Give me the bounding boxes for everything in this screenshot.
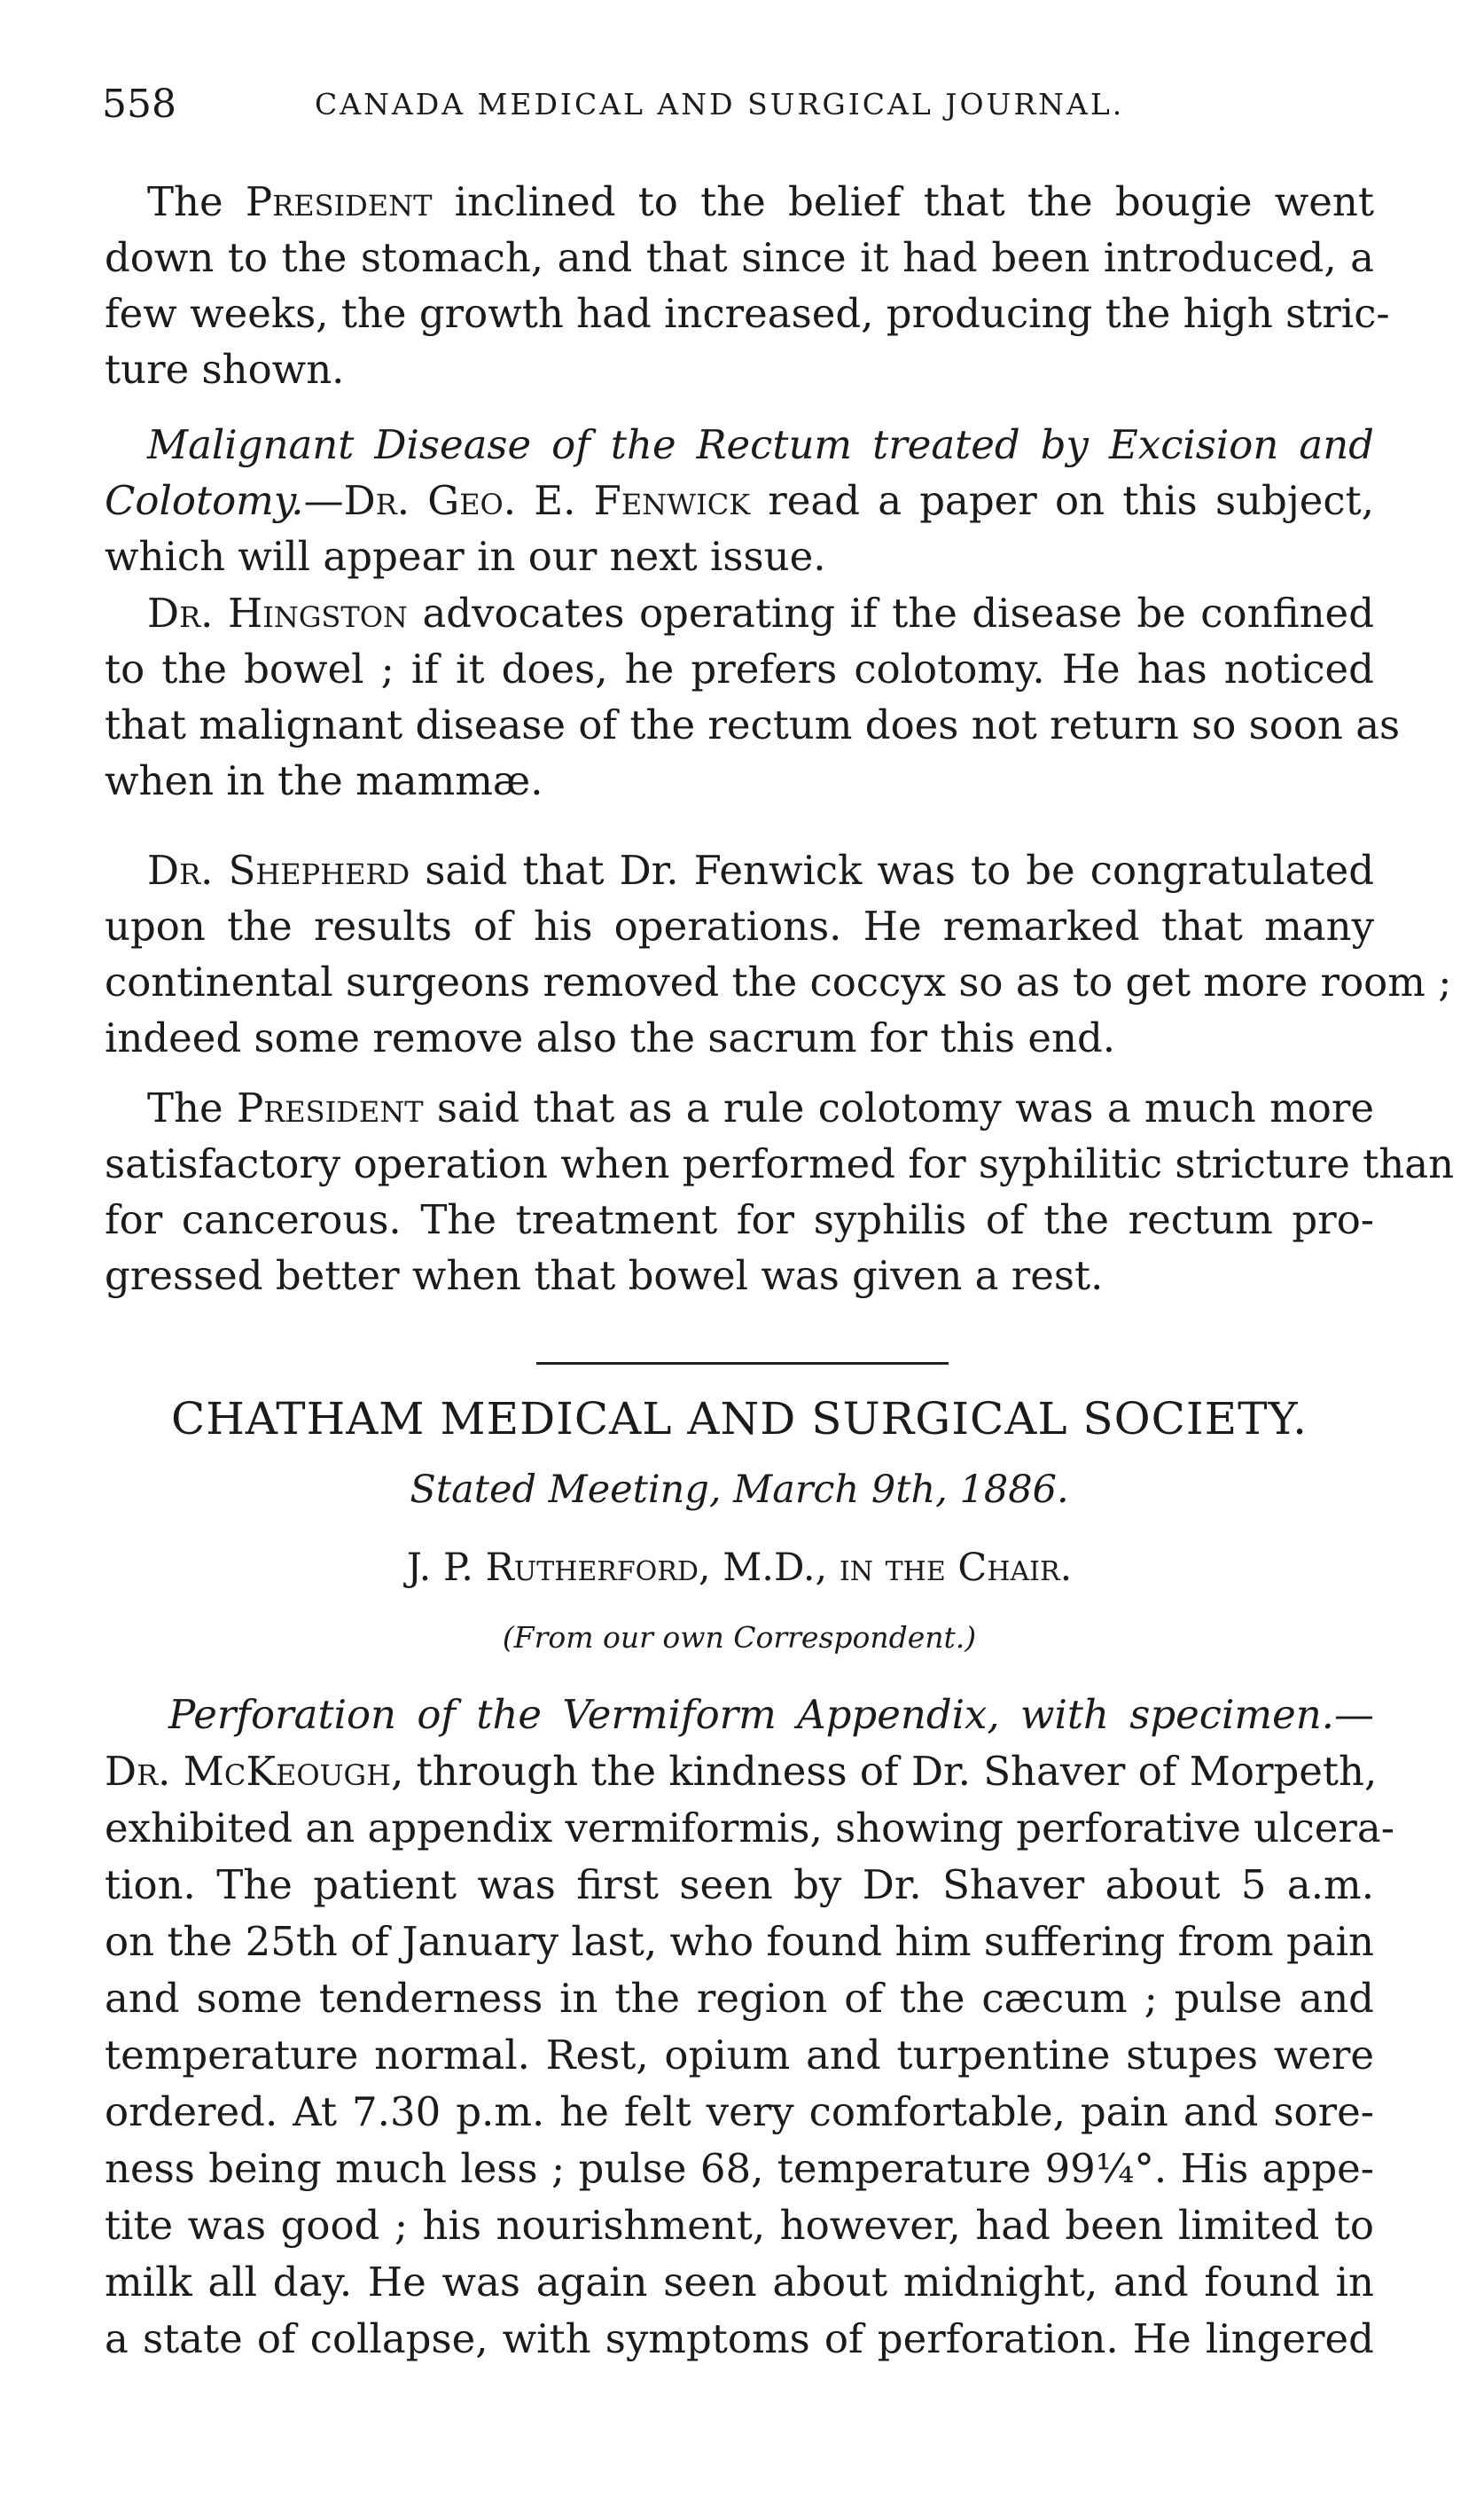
chair-text: in the Chair. (839, 1546, 1073, 1590)
article-word: The (147, 1084, 223, 1131)
text-line: ture shown. (105, 346, 345, 393)
text-line: upon the results of his operations. He remarked that many (105, 903, 1374, 950)
text-line: tite was good ; his nourishment, however, had been limited to (105, 2202, 1374, 2249)
text-line: on the 25th of January last, who found him suffering from pain (105, 1918, 1374, 1965)
dash: — (1334, 1691, 1374, 1738)
text-line (105, 1080, 1374, 1137)
case-title: Perforation of the Vermiform Appendix, with specimen. (168, 1691, 1334, 1738)
text-line (105, 1743, 1378, 1800)
text-line: temperature normal. Rest, opium and turpentine stupes were (105, 2032, 1374, 2079)
text-fragment: said that as a rule colotomy was a much more (436, 1084, 1374, 1131)
correspondent-note: (From our own Correspondent.) (502, 1620, 977, 1655)
text-line: and some tenderness in the region of the cæcum ; pulse and (105, 1975, 1374, 2022)
text-line: down to the stomach, and that since it had been introduced, a (105, 234, 1374, 281)
text-line: continental surgeons removed the coccyx so as to get more room ; (105, 959, 1452, 1006)
text-line: few weeks, the growth had increased, producing the high stric- (105, 290, 1390, 337)
text-line (105, 585, 1374, 642)
page-number: 558 (102, 82, 176, 127)
text-line (105, 473, 1374, 529)
text-line: ordered. At 7.30 p.m. he felt very comfortable, pain and sore- (105, 2088, 1374, 2135)
text-line: when in the mammæ. (105, 757, 543, 804)
text-line: tion. The patient was first seen by Dr. Shaver about 5 a.m. (105, 1861, 1374, 1908)
speaker-name: President (236, 1084, 424, 1131)
section-title-fragment: Colotomy. (105, 477, 304, 524)
society-heading: CHATHAM MEDICAL AND SURGICAL SOCIETY. (171, 1393, 1308, 1444)
journal-title: CANADA MEDICAL AND SURGICAL JOURNAL. (315, 87, 1125, 121)
text-fragment: read a paper on this subject, (768, 477, 1374, 524)
text-line: gressed better when that bowel was given a rest. (105, 1252, 1104, 1299)
section-divider (536, 1362, 949, 1365)
case-title-line (105, 1687, 1374, 1743)
text-line: that malignant disease of the rectum does not return so soon as (105, 701, 1401, 748)
text-line (105, 842, 1374, 899)
speaker-name: President (245, 178, 433, 225)
running-head (102, 78, 1379, 131)
article-word: The (147, 178, 223, 225)
text-line: milk all day. He was again seen about midnight, and found in (105, 2259, 1374, 2306)
text-line: for cancerous. The treatment for syphilis of the rectum pro- (105, 1196, 1374, 1243)
text-line: indeed some remove also the sacrum for this end. (105, 1014, 1116, 1061)
text-fragment: , through the kindness of Dr. Shaver of Morpeth, (391, 1748, 1378, 1795)
text-line: exhibited an appendix vermiformis, showing perforative ulcera- (105, 1805, 1394, 1851)
chair-name: J. P. Rutherford, M.D., (406, 1546, 828, 1590)
speaker-name: Dr. Geo. E. Fenwick (343, 477, 751, 524)
speaker-name: Dr. Shepherd (147, 847, 410, 894)
text-fragment: advocates operating if the disease be confined (422, 590, 1374, 637)
chair-line (105, 1541, 1374, 1594)
section-title-line: Malignant Disease of the Rectum treated by Excision and (147, 421, 1374, 468)
text-line (105, 174, 1374, 231)
text-fragment: said that Dr. Fenwick was to be congratulated (425, 847, 1375, 894)
dash: — (303, 477, 344, 524)
text-line: a state of collapse, with symptoms of perforation. He lingered (105, 2315, 1374, 2362)
text-fragment: inclined to the belief that the bougie went (454, 178, 1374, 225)
speaker-name: Dr. McKeough (105, 1748, 391, 1795)
speaker-name: Dr. Hingston (147, 590, 408, 637)
text-line: to the bowel ; if it does, he prefers colotomy. He has noticed (105, 646, 1374, 693)
text-line: ness being much less ; pulse 68, temperature 99¼°. His appe- (105, 2145, 1374, 2192)
text-line: satisfactory operation when performed for syphilitic stricture than (105, 1140, 1455, 1187)
meeting-date: Stated Meeting, March 9th, 1886. (410, 1468, 1069, 1512)
text-line: which will appear in our next issue. (105, 533, 826, 580)
